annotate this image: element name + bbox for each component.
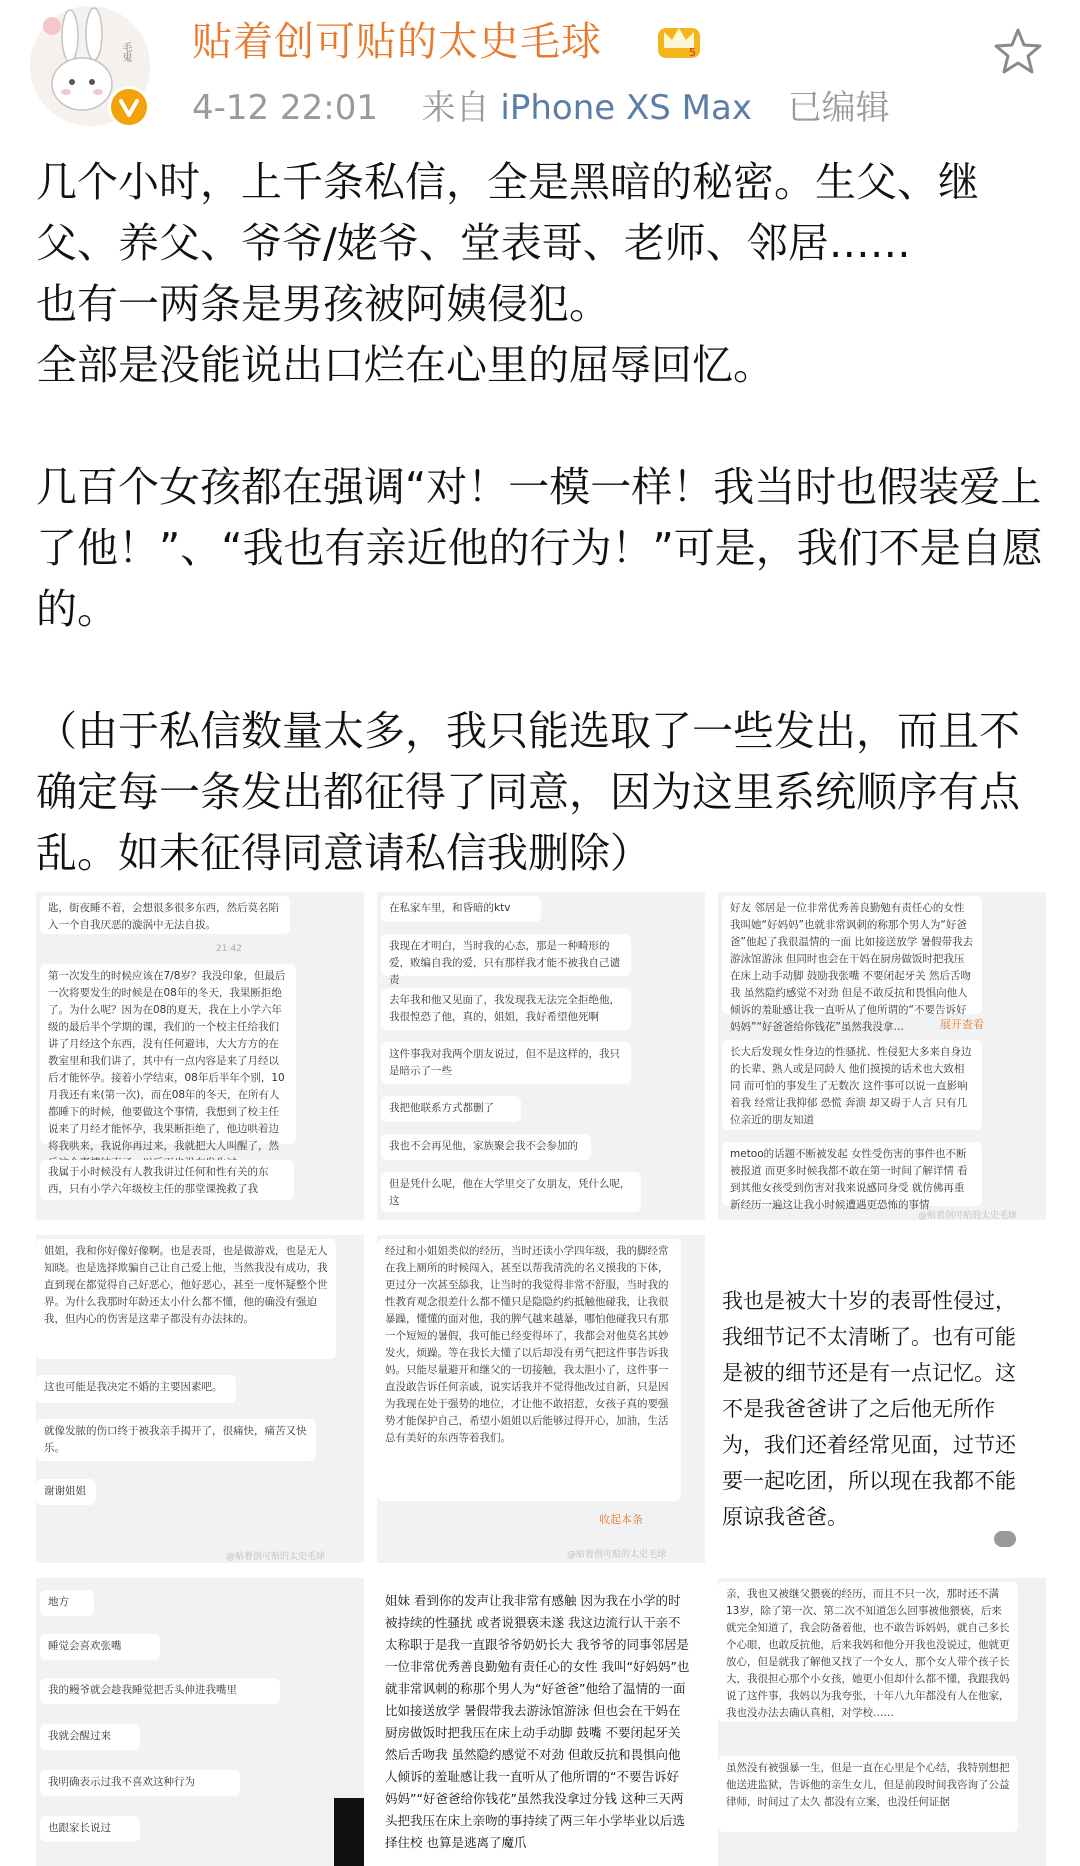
post-meta — [192, 80, 890, 129]
post-body — [36, 152, 1046, 884]
watermark: @贴着创可贴的太史毛球 — [918, 1211, 1018, 1221]
watermark: @贴着创可贴的太史毛球 — [567, 1550, 667, 1560]
edited-label[interactable]: 已编辑 — [787, 88, 890, 128]
chat-screenshot-5[interactable] — [377, 1235, 705, 1563]
expand-link[interactable]: 展开查看 — [940, 1018, 984, 1031]
chat-bubble: 在私家车里，和昏暗的ktv — [381, 896, 541, 922]
chat-bubble: 长大后发现女性身边的性骚扰、性侵犯大多来自身边的长辈、熟人或是同龄人 他们摸摸的话术也大致相同 而可怕的事发生了无数次 这件事可以说一直影响着我 经常让我抑郁 恐慌 奔溃 却又碍于人言 只有几位亲近的朋友知道 — [722, 1040, 982, 1130]
post-paragraph: 几个小时，上千条私信，全是黑暗的秘密。生父、继父、养父、爷爷/姥爷、堂表哥、老师、邻居…… — [36, 158, 979, 267]
chat-screenshot-8[interactable] — [377, 1578, 705, 1866]
dark-strip — [334, 1798, 364, 1866]
chat-bubble: 但是凭什么呢，他在大学里交了女朋友，凭什么呢，这 — [381, 1172, 641, 1212]
source-device[interactable]: iPhone XS Max — [500, 88, 752, 128]
chat-bubble: 我也是被大十岁的表哥性侵过，我细节记不太清晰了。也有可能是被的细节还是有一点记忆。这不是我爸爸讲了之后他无所作为，我们还着经常见面，过节还要一起吃团，所以现在我都不能原谅我爸爸。 — [718, 1283, 1036, 1483]
weibo-logo-icon — [994, 1531, 1016, 1547]
chat-bubble: 谢谢姐姐 — [36, 1479, 96, 1505]
chat-bubble: 这也可能是我决定不婚的主要因素吧。 — [36, 1375, 236, 1403]
post-paragraph: 几百个女孩都在强调“对！一模一样！我当时也假装爱上了他！”、“我也有亲近他的行为！”可是，我们不是自愿的。 — [36, 463, 1043, 633]
chat-bubble: 我明确表示过我不喜欢这种行为 — [40, 1770, 240, 1796]
chat-bubble: 去年我和他又见面了，我发现我无法完全拒绝他，我很惶恐了他，真的，姐姐，我好希望他死啊 — [381, 988, 631, 1030]
chat-bubble: 第一次发生的时候应该在7/8岁？我没印象，但最后一次将要发生的时候是在08年的冬天，我果断拒绝了。为什么呢？因为在08的夏天，我在上小学六年级的最后半个学期的课，我们的一个校主任给我们讲了月经这个东西，没有任何避讳，大大方方的在教室里和我们讲了，其中有一点内容是来了月经以后才能怀孕。接着小学结束，08年后半年个别，10月我还有来(第一次)，而在08年的冬天，在所有人都睡下的时候，他要做这个事情，我想到了校主任说来了月经才能怀孕，我果断拒绝了，他边哄着边将我哄来，我说你再过来，我就把大人叫醒了，然 — [40, 964, 296, 1144]
chat-bubble: 我也不会再见他，家族聚会我不会参加的 — [381, 1134, 591, 1160]
watermark: @贴着创可贴的太史毛球 — [226, 1552, 326, 1562]
chat-screenshot-6[interactable] — [718, 1235, 1046, 1563]
post-header — [0, 0, 1080, 150]
post-paragraph: （由于私信数量太多，我只能选取了一些发出，而且不确定每一条发出都征得了同意，因为这里系统顺序有点乱。如未征得同意请私信我删除） — [36, 707, 1020, 877]
chat-bubble: 睡觉会喜欢张嘴 — [40, 1634, 160, 1660]
chat-screenshot-1[interactable] — [36, 892, 364, 1220]
chat-screenshot-9[interactable] — [718, 1578, 1046, 1866]
crown-badge-icon[interactable] — [656, 14, 702, 60]
chat-bubble: 经过和小姐姐类似的经历，当时还读小学四年级，我的脚经常在我上厕所的时候闯入，甚至以帮我清洗的名义摸我的下体，更过分一次甚至舔我，让当时的我觉得非常不舒服，当时我的性教育观念很差什么都不懂只是隐隐约约抵触他碰我，让我很暴躁，懂懂的面对他，我的脾气越来越暴，哪怕他碰我只有那一个短短的暑假，我可能已经变得坏了，我都会对他莫名其妙发火，烦躁。等在我长大懂了以后却没有勇气把这件事告诉我妈。只能尽量避开和继父的一切接触，我太胆小了，这件事一直没敢告诉任何亲戚，说实话我并不觉得他改过自新，只是因为我现在处于强势的地位，才让他不敢招惹，女孩子真的要强势才能保护自己，希望小姐姐以后能够过得开心，加油，生活总有美好的东西等着我们。 — [377, 1239, 681, 1501]
verified-badge-icon — [108, 86, 150, 128]
chat-screenshot-7[interactable] — [36, 1578, 364, 1866]
chat-bubble: 这件事我对我两个朋友说过，但不是这样的，我只是暗示了一些 — [381, 1042, 631, 1084]
chat-screenshot-4[interactable] — [36, 1235, 364, 1563]
from-label: 来自 — [421, 88, 490, 128]
post-paragraph: 也有一两条是男孩被阿姨侵犯。 — [36, 280, 610, 328]
chat-screenshot-3[interactable] — [718, 892, 1046, 1220]
chat-bubble: 姐妹 看到你的发声让我非常有感触 因为我在小学的时被持续的性骚扰 或者说猥亵未遂 我这边流行认干亲不太称职于是我一直跟爷爷奶奶长大 我爷爷的同事邻居是一位非常优秀善良勤勉有责任心的女性 我叫“好妈妈”也就非常讽刺的称那个男人为“好爸爸”他给了温情的一面 比如接送放学 暑假带我去游泳馆游泳 但也会在干妈在厨房做饭时把我压在床上动手动脚 鼓嘴 不要闭起牙关 然后舌吻我 虽然隐约感觉不对劲 但敢反抗和畏惧向他人倾诉的羞耻感让我一直听从了他所谓的“不要告诉好妈妈”“好爸爸给你钱花”虽然我没拿过分钱 这种三天两头把我压在床上亲吻的事持续了两三年小学毕业以后选择住校 也算是逃离了魔爪 — [377, 1586, 699, 1862]
chat-bubble: 虽然没有被强暴一生，但是一直在心里是个心结，我特别想把他送进监狱，告诉他的亲生女儿，但是前段时间我咨询了公益律师，时间过了太久 都没有立案，也没任何证据 — [718, 1756, 1018, 1832]
chat-bubble: 就像发脓的伤口终于被我亲手揭开了，很痛快，痛苦又快乐。 — [36, 1419, 316, 1461]
chat-bubble: 好友 邻居是一位非常优秀善良勤勉有责任心的女性 我叫她“好妈妈”也就非常讽刺的称那个男人为“好爸爸”他起了我很温情的一面 比如接送放学 暑假带我去游泳馆游泳 但同时也会在干妈在厨房做饭时把我压在床上动手动脚 鼓励我张嘴 不要闭起牙关 然后舌吻我 虽然隐约感觉不对劲 但是不敢反抗和畏惧向他人倾诉的羞耻感让我一直听从了他所谓的“不要告诉好妈妈”“好爸爸给你钱花”虽然我没拿… — [722, 896, 982, 1014]
chat-bubble: 我的鳗爷就会趁我睡觉把舌头伸进我嘴里 — [40, 1678, 280, 1704]
image-grid — [36, 892, 1046, 1866]
chat-time: 21:42 — [216, 944, 242, 954]
star-icon[interactable] — [990, 24, 1046, 80]
chat-screenshot-2[interactable] — [377, 892, 705, 1220]
collapse-link[interactable]: 收起本条 — [599, 1513, 643, 1526]
username[interactable]: 贴着创可贴的太史毛球 — [192, 19, 602, 65]
post-paragraph: 全部是没能说出口烂在心里的屈辱回忆。 — [36, 341, 774, 389]
svg-text:5: 5 — [689, 46, 696, 59]
chat-bubble: 我属于小时候没有人教我讲过任何和性有关的东西，只有小学六年级校主任的那堂课挽救了我 — [40, 1160, 294, 1200]
chat-bubble: 也跟家长说过 — [40, 1816, 140, 1842]
chat-bubble: 我现在才明白，当时我的心态，那是一种畸形的爱，败编自我的爱，只有那样我才能不被我自己谴责 — [381, 934, 631, 976]
chat-bubble: 姐姐，我和你好像好像啊。也是表哥，也是做游戏，也是无人知晓。也是选择欺骗自己让自己爱上他，当然我没有成功，我直到现在都觉得自己好恶心，他好恶心，甚至一度怀疑整个世界。为什么我那时年龄还太小什么都不懂，他的确没有强迫我，但内心的伤害是这辈子都没有办法抹的。 — [36, 1239, 336, 1359]
chat-bubble: 匙，街夜睡不着，会想很多很多东西，然后莫名陷入一个自我厌恶的漩涡中无法自拔。 — [40, 896, 290, 934]
chat-bubble: 地方 — [40, 1590, 94, 1616]
avatar-text: 毛鬼 — [120, 42, 131, 62]
chat-bubble: 我把他联系方式都删了 — [381, 1096, 521, 1122]
post-time: 4-12 22:01 — [192, 88, 378, 128]
chat-bubble: metoo的话题不断被发起 女性受伤害的事件也不断被报道 而更多时候我都不敢在第一时间了解详情 看到其他女孩受到伤害对我来说感同身受 就仿佛再重新经历一遍这让我小时候遭遇更恐怖的事情 — [722, 1142, 982, 1206]
chat-bubble: 亲，我也又被继父猥亵的经历，而且不只一次，那时还不满13岁，除了第一次、第二次不知道怎么回事被他猥亵，后来就完全知道了，我会防备着他，也不敢告诉妈妈，就自己多长个心眼，也敢反抗他，后来我妈和他分开我也没说过，他就更放心，但是就我了解他又找了一个女人，那个女人带个孩子长大，我很担心那个小女孩，她更小但却什么都不懂，我跟我妈说了这件事，我妈以为我夸张，十年八九年都没有人在他家，我也没办法去确认真相，对学校…… — [718, 1582, 1018, 1722]
chat-bubble: 我就会醒过来 — [40, 1724, 140, 1750]
